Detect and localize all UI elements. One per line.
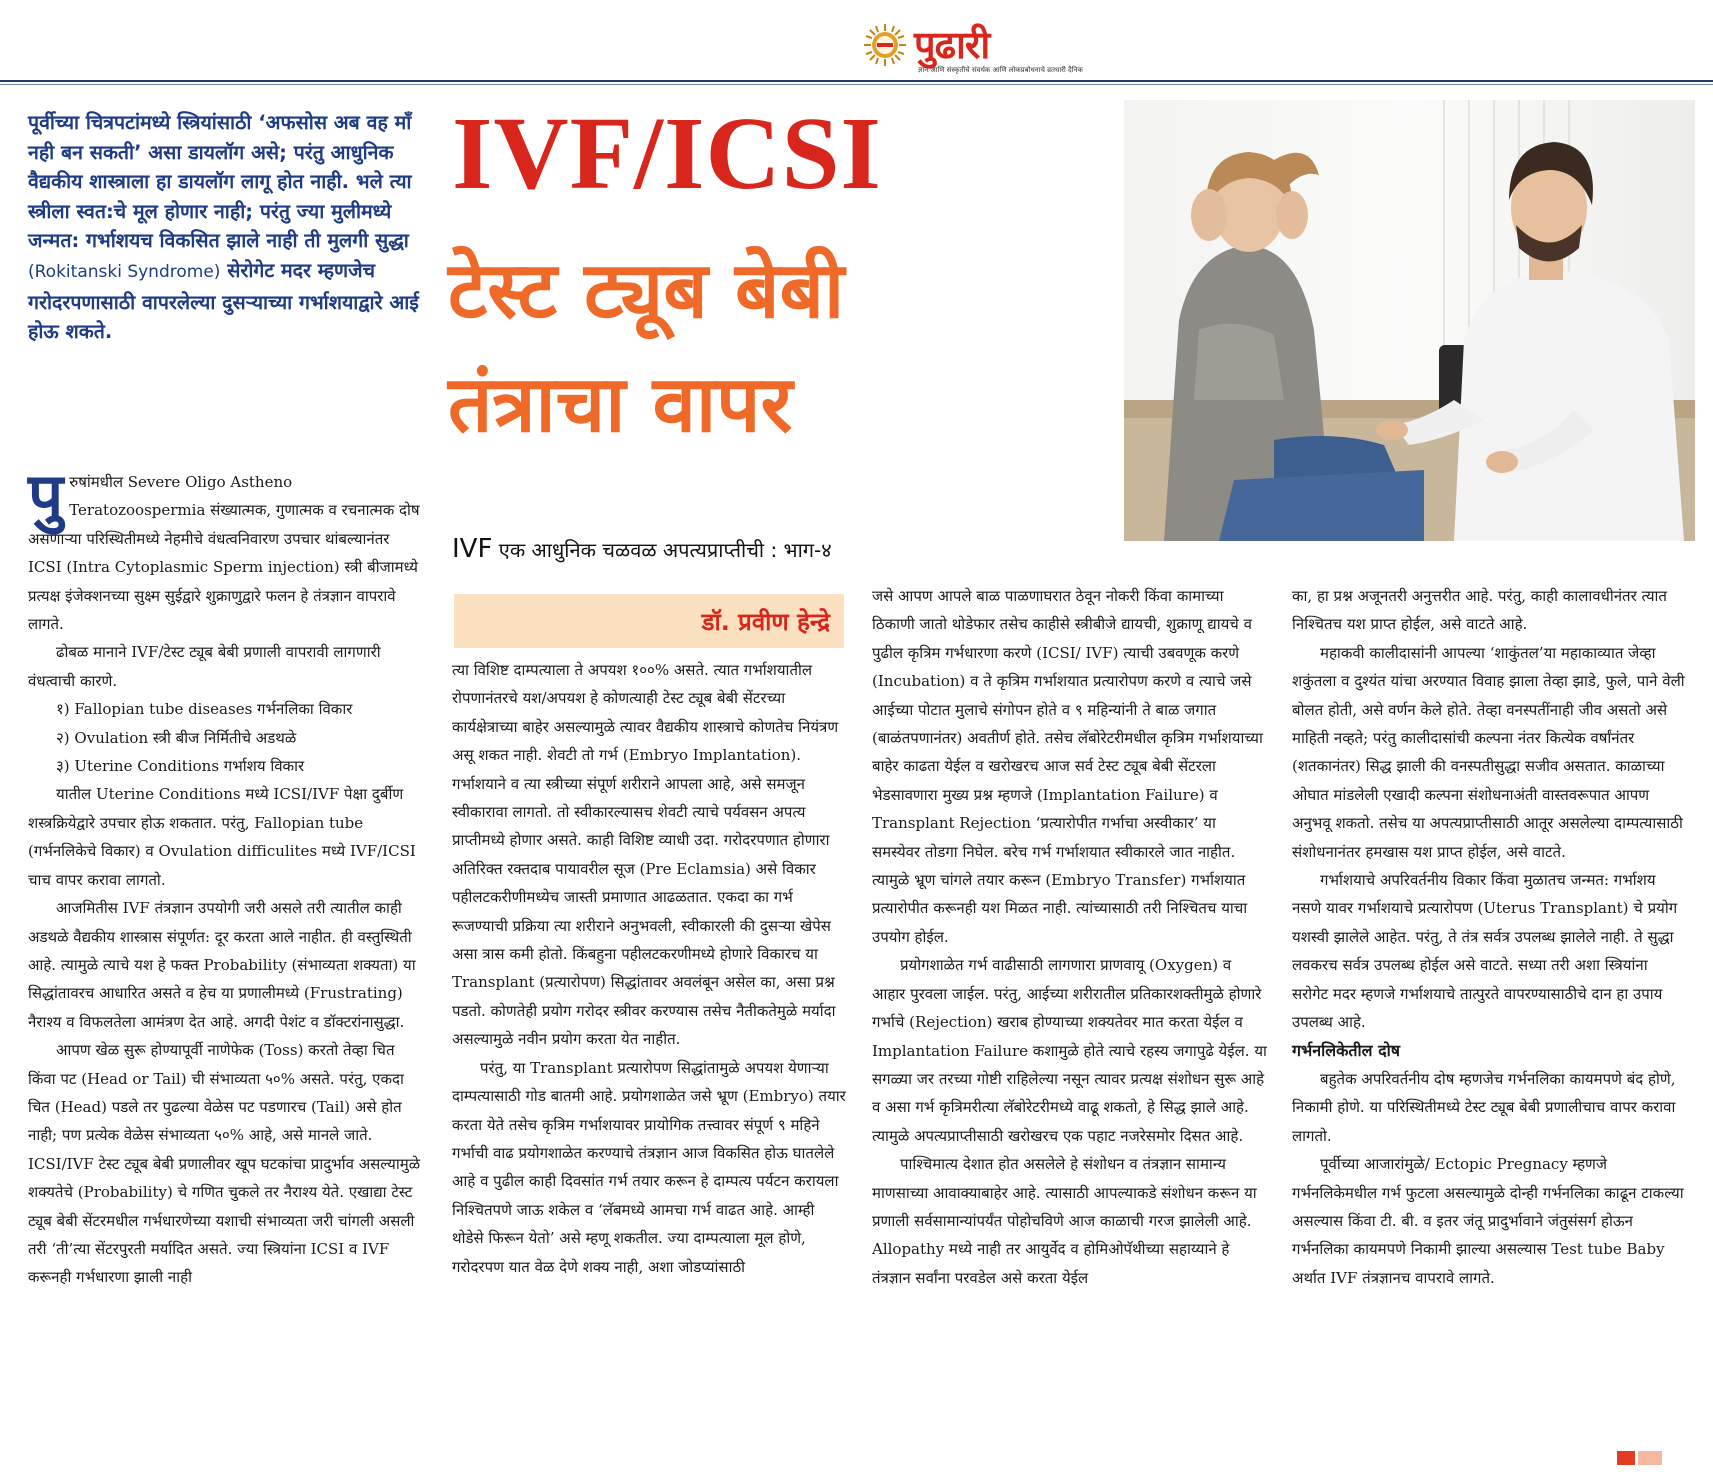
drop-cap: पु [28,459,64,532]
col3-paragraph: प्रयोगशाळेत गर्भ वाढीसाठी लागणारा प्राणवायू (Oxygen) व आहार पुरवला जाईल. परंतु, आईच्या शरीरातील प्रतिकारशक्तीमुळे होणारे गर्भाचे (Rejection) खराब होण्याच्या शक्यतेवर मात करता येईल व Implantation Failure कशामुळे होते त्याचे रहस्य जगापुढे येईल. या सगळ्या जर तरच्या गोष्टी राहिलेल्या नसून त्यावर प्रत्यक्ष संशोधन सुरू आहे व असा गर्भ कृत्रिमरीत्या लॅबोरेटरीमध्ये वाढू शकतो, हे सिद्ध झाले आहे. त्यामुळे अपत्यप्राप्तीसाठी खरोखरच एक पहाट नजरेसमोर दिसत आहे. [872,956,1267,1145]
headline-english: IVF/ICSI [452,96,882,211]
header-rule-thin [0,84,1713,85]
col1-paragraph: आपण खेळ सुरू होण्यापूर्वी नाणेफेक (Toss) करतो तेव्हा चित किंवा पट (Head or Tail) ची संभाव्यता ५०% असते. परंतु, एकदा चित (Head) पडले तर पुढल्या वेळेस पट पडणारच (Tail) असे होत नाही; पण प्रत्येक वेळेस संभाव्यता ५०% आहे, असे मानले जाते. ICSI/IVF टेस्ट ट्यूब बेबी प्रणालीवर खूप घटकांचा प्रादुर्भाव असल्यामुळे शक्यतेचे (Probability) चे गणित चुकले तर नैराश्य येते. एखाद्या टेस्ट ट्यूब बेबी सेंटरमधील गर्भधारणेच्या यशाची संभाव्यता जरी चांगली असली तरी ‘ती’त्या सेंटरपुरती मर्यादित असते. ज्या स्त्रियांना ICSI व IVF करूनही गर्भधारणा झाली नाही [28,1041,421,1287]
col1-list-item: २) Ovulation स्त्री बीज निर्मितीचे अडथळे [56,728,297,747]
headline-marathi: टेस्ट ट्यूब बेबी तंत्राचा वापर [448,246,845,450]
end-mark [1617,1451,1635,1465]
col4-paragraph: का, हा प्रश्न अजूनतरी अनुत्तरीत आहे. परंतु, काही कालावधीनंतर त्यात निश्चितच यश प्राप्त होईल, असे वाटते आहे. [1292,587,1667,634]
intro-text-1: पूर्वीच्या चित्रपटांमध्ये स्त्रियांसाठी ‘अफसोस अब वह माँ नही बन सकती’ असा डायलॉग असे; परंतु आधुनिक वैद्यकीय शास्त्राला हा डायलॉग लागू होत नाही. भले त्या स्त्रीला स्वत:चे मूल होणार नाही; परंतु ज्या मुलीमध्ये जन्मत: गर्भाशयच विकसित झाले नाही ती मुलगी सुद्धा [28,111,412,253]
author-name: डॉ. प्रवीण हेन्द्रे [701,608,830,636]
photo-illustration [1124,100,1695,541]
col4-subheading: गर्भनलिकेतील दोष [1292,1040,1400,1060]
col4-paragraph: बहुतेक अपरिवर्तनीय दोष म्हणजेच गर्भनलिका कायमपणे बंद होणे, निकामी होणे. या परिस्थितीमध्ये टेस्ट ट्यूब बेबी प्रणालीचाच वापर करावा लागतो. [1292,1069,1676,1145]
column-2 [452,656,848,1281]
col1-paragraph: ढोबळ मानाने IVF/टेस्ट ट्यूब बेबी प्रणाली वापरावी लागणारी वंधत्वाची कारणे. [28,643,381,690]
logo [862,22,989,68]
column-3 [872,582,1268,1292]
column-4 [1292,582,1688,1292]
col1-paragraph: रुषांमधील Severe Oligo Astheno Teratozoospermia संख्यात्मक, गुणात्मक व रचनात्मक दोष असणाऱ्या परिस्थितीमध्ये नेहमीचे वंधत्वनिवारण उपचार थांबल्यानंतर ICSI (Intra Cytoplasmic Sperm injection) स्त्री बीजामध्ये प्रत्यक्ष इंजेक्शनच्या सुक्ष्म सुईद्वारे शुक्राणुद्वारे फलन हे तंत्रज्ञान वापरावे लागते. [28,473,420,634]
series-prefix: IVF [452,534,493,564]
sun-emblem-icon [862,22,908,68]
series-title: एक आधुनिक चळवळ अपत्यप्राप्तीची : भाग-४ [492,538,832,562]
col3-paragraph: जसे आपण आपले बाळ पाळणाघरात ठेवून नोकरी किंवा कामाच्या ठिकाणी जातो थोडेफार तसेच काहीसे स्त्रीबीजे द्यायची, शुक्राणू द्यायचे व पुढील कृत्रिम गर्भधारणा करणे (ICSI/ IVF) त्याची उबवणूक करणे (Incubation) व ते कृत्रिम गर्भाशयात प्रत्यारोपण करणे व त्याचे जसे आईच्या पोटात मुलाचे संगोपन होते व ९ महिन्यांनी ते बाळ जगात (बाळंतपणानंतर) अवतीर्ण होते. तसेच लॅबोरेटरीमधील कृत्रिम गर्भाशयाच्या बाहेर काढता येईल व खरोखरच आज सर्व टेस्ट ट्यूब बेबी सेंटरला भेडसावणारा मुख्य प्रश्न म्हणजे (Implantation Failure) व Transplant Rejection ‘प्रत्यारोपीत गर्भाचा अस्वीकार’ या समस्येवर तोडगा निघेल. बरेच गर्भ गर्भाशयात स्वीकारले जात नाहीत. त्यामुळे भ्रूण चांगले तयार करून (Embryo Transfer) गर्भाशयात प्रत्यारोपीत करूनही यश मिळत नाही. त्यांच्यासाठी तरी निश्चितच याचा उपयोग होईल. [872,587,1263,946]
col4-paragraph: महाकवी कालीदासांनी आपल्या ‘शाकुंतल’या महाकाव्यात जेव्हा शकुंतला व दुश्यंत यांचा अरण्यात विवाह झाला तेव्हा झाडे, फुले, पाने वेली बोलत होती, असे वर्णन केले होते. तेव्हा वनस्पतींनाही जीव असतो असे माहिती नव्हते; परंतु कालीदासांची कल्पना नंतर कित्येक वर्षांनंतर (शतकानंतर) सिद्ध झाली की वनस्पतीसुद्धा सजीव असतात. काळाच्या ओघात मांडलेली एखादी कल्पना संशोधनाअंती वास्तवरूपात आपण अनुभवू शकतो. तसेच या अपत्यप्राप्तीसाठी आतूर असलेल्या दाम्पत्यासाठी संशोधनानंतर हमखास यश प्राप्त होईल, असे वाटते. [1292,643,1685,861]
end-mark [1638,1451,1662,1465]
series-heading [452,534,832,564]
logo-tagline: ज्ञान आणि संस्कृतीचे संवर्धक आणि लोकप्रबोधनाचे व्रतधारी दैनिक [918,66,1083,74]
byline-box [454,594,844,648]
logo-wordmark: पुढारी [914,23,990,67]
col1-list-item: ३) Uterine Conditions गर्भाशय विकार [56,757,305,776]
col2-paragraph: त्या विशिष्ट दाम्पत्याला ते अपयश १००% असते. त्यात गर्भाशयातील रोपणानंतरचे यश/अपयश हे कोणत्याही टेस्ट ट्यूब बेबी सेंटरच्या कार्यक्षेत्राच्या बाहेर असल्यामुळे त्यावर वैद्यकीय शास्त्राचे कोणतेच नियंत्रण असू शकत नाही. शेवटी तो गर्भ (Embryo Implantation). गर्भाशयाने व त्या स्त्रीच्या संपूर्ण शरीराने आपला आहे, असे समजून स्वीकारावा लागतो. तो स्वीकारल्यासच शेवटी त्याचे पर्यवसन अपत्य प्राप्तीमध्ये होणार असते. काही विशिष्ट व्याधी उदा. गरोदरपणात होणारा अतिरिक्त रक्तदाब पायावरील सूज (Pre Eclamsia) असे विकार पहीलटकरीणीमध्येच जास्ती प्रमाणात आढळतात. एकदा का गर्भ रूजण्याची प्रक्रिया त्या शरीराने अनुभवली, स्वीकारली की दुसऱ्या खेपेस असा त्रास कमी होतो. किंबहुना पहीलटकरणीमध्ये होणारे विकारच या Transplant (प्रत्यारोपण) सिद्धांतावर अवलंबून असेल का, असा प्रश्न पडतो. कोणतेही प्रयोग गरोदर स्त्रीवर करण्यास तसेच नैतीकतेमुळे मर्यादा असल्यामुळे नवीन प्रयोग करता येत नाहीत. [452,661,839,1049]
col4-paragraph: पूर्वीच्या आजारांमुळे/ Ectopic Pregnacy म्हणजे गर्भनलिकेमधील गर्भ फुटला असल्यामुळे दोन्ही गर्भनलिका काढून टाकल्या असल्यास किंवा टी. बी. व इतर जंतू प्रादुर्भावाने जंतुसंसर्ग होऊन गर्भनलिका कायमपणे निकामी झाल्या असल्यास Test tube Baby अर्थात IVF तंत्रज्ञानच वापरावे लागते. [1292,1155,1684,1287]
couple-argument-photo [1124,100,1695,541]
col1-paragraph: यातील Uterine Conditions मध्ये ICSI/IVF पेक्षा दुर्बीण शस्त्रक्रियेद्वारे उपचार होऊ शकतात. परंतु, Fallopian tube (गर्भनलिकेचे विकार) व Ovulation difficulites मध्ये IVF/ICSI चाच वापर करावा लागतो. [28,785,416,889]
col4-paragraph: गर्भाशयाचे अपरिवर्तनीय विकार किंवा मुळातच जन्मत: गर्भाशय नसणे यावर गर्भाशयाचे प्रत्यारोपण (Uterus Transplant) चे प्रयोग यशस्वी झालेले आहेत. परंतु, ते तंत्र सर्वत्र उपलब्ध झालेले नाही. ते सुद्धा लवकरच सर्वत्र उपलब्ध होईल असे वाटते. सध्या तरी अशा स्त्रियांना सरोगेट मदर म्हणजे गर्भाशयाचे तात्पुरते वापरण्यासाठीचे दान हा उपाय उपलब्ध आहे. [1292,871,1678,1032]
masthead [0,0,1713,84]
intro-text-2: सेरोगेट मदर म्हणजेच गरोदरपणासाठी वापरलेल्या दुसऱ्याच्या गर्भाशयाद्वारे आई होऊ शकते. [28,258,419,344]
intro-blurb [28,108,424,347]
col3-paragraph: पाश्चिमात्य देशात होत असलेले हे संशोधन व तंत्रज्ञान सामान्य माणसाच्या आवाक्याबाहेर आहे. त्यासाठी आपल्याकडे संशोधन करून या प्रणाली सर्वसामान्यांपर्यंत पोहोचविणे आज काळाची गरज झालेली आहे. Allopathy मध्ये नाही तर आयुर्वेद व होमिओपॅथीच्या सहाय्याने हे तंत्रज्ञान सर्वांना परवडेल असे करता येईल [872,1155,1257,1287]
col1-list-item: १) Fallopian tube diseases गर्भनलिका विकार [56,700,353,719]
intro-latin: (Rokitanski Syndrome) [28,261,221,282]
col2-paragraph: परंतु, या Transplant प्रत्यारोपण सिद्धांतामुळे अपयश येणाऱ्या दाम्पत्यासाठी गोड बातमी आहे. प्रयोगशाळेत जसे भ्रूण (Embryo) तयार करता येते तसेच कृत्रिम गर्भाशयावर प्रायोगिक तत्त्वावर संपूर्ण ९ महिने गर्भाची वाढ प्रयोगशाळेत करण्याचे तंत्रज्ञान आज विकसित होऊ घातलेले आहे व पुढील काही दिवसांत गर्भ तयार करून हे दाम्पत्य पर्यटन करायला निश्चितपणे जाऊ शकेल व ‘लॅबमध्ये आमचा गर्भ वाढत आहे. आम्ही थोडेसे फिरून येतो’ असे म्हणू शकतील. ज्या दाम्पत्याला मूल होणे, गरोदरपण यात वेळ देणे शक्य नाही, अशा जोडप्यांसाठी [452,1058,846,1276]
column-1 [28,459,426,1292]
header-rule [0,80,1713,82]
col1-paragraph: आजमितीस IVF तंत्रज्ञान उपयोगी जरी असले तरी त्यातील काही अडथळे वैद्यकीय शास्त्रास संपूर्णत: दूर करता आले नाहीत. ही वस्तुस्थिती आहे. त्यामुळे त्याचे यश हे फक्त Probability (संभाव्यता शक्यता) या सिद्धांतावरच आधारित असते व हेच या प्रणालीमध्ये (Frustrating) नैराश्य व विफलतेला आमंत्रण देत आहे. अगदी पेशंट व डॉक्टरांनासुद्धा. [28,899,416,1031]
